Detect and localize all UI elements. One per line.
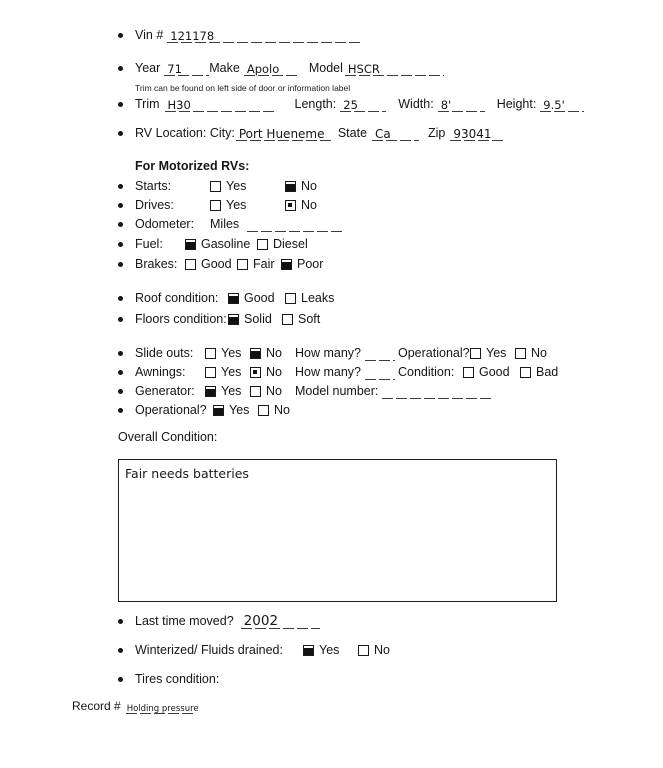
awnings-yes-label: Yes xyxy=(221,365,242,379)
last-time-moved-field[interactable] xyxy=(241,613,320,629)
generator-operational-yes-checkbox[interactable] xyxy=(213,405,224,416)
winterized-row xyxy=(118,642,390,658)
length-label: Length: xyxy=(294,97,337,111)
brakes-fair-label: Fair xyxy=(253,257,275,271)
width-field[interactable] xyxy=(438,96,485,112)
city-field[interactable] xyxy=(236,125,332,141)
bullet-icon xyxy=(118,408,123,413)
overall-condition-textarea[interactable] xyxy=(118,459,557,602)
state-value: Ca xyxy=(375,127,391,141)
drives-no-label: No xyxy=(301,198,317,212)
roof-condition-row xyxy=(118,290,334,306)
slideouts-label: Slide outs: xyxy=(135,346,194,360)
make-field[interactable] xyxy=(244,60,300,76)
winterized-no-checkbox[interactable] xyxy=(358,645,369,656)
city-value: Port Hueneme xyxy=(238,127,325,141)
awnings-row xyxy=(118,364,558,380)
last-time-moved-label: Last time moved? xyxy=(135,614,234,628)
floors-soft-checkbox[interactable] xyxy=(282,314,293,325)
brakes-row xyxy=(118,256,323,272)
bullet-icon xyxy=(118,648,123,653)
floors-solid-checkbox[interactable] xyxy=(228,314,239,325)
generator-no-label: No xyxy=(266,384,282,398)
record-number-value: Holding pressure xyxy=(126,704,199,714)
fuel-gasoline-label: Gasoline xyxy=(201,237,251,251)
brakes-poor-checkbox[interactable] xyxy=(281,259,292,270)
generator-row xyxy=(118,383,494,399)
overall-condition-label: Overall Condition: xyxy=(118,430,218,444)
fuel-gasoline-checkbox[interactable] xyxy=(185,239,196,250)
bullet-icon xyxy=(118,203,123,208)
height-value: 9.5' xyxy=(543,98,565,112)
awnings-how-many-label: How many? xyxy=(295,365,361,379)
slideouts-no-checkbox[interactable] xyxy=(250,348,261,359)
generator-yes-checkbox[interactable] xyxy=(205,386,216,397)
trim-value: H30 xyxy=(167,98,191,112)
drives-yes-label: Yes xyxy=(226,198,247,212)
winterized-yes-checkbox[interactable] xyxy=(303,645,314,656)
vin-label: Vin # xyxy=(135,28,164,42)
record-number-row xyxy=(72,698,199,714)
drives-row xyxy=(118,197,317,213)
starts-no-checkbox[interactable] xyxy=(285,181,296,192)
awnings-no-label: No xyxy=(266,365,282,379)
slideouts-how-many-label: How many? xyxy=(295,346,361,360)
slideouts-operational-label: Operational? xyxy=(398,346,470,360)
roof-good-checkbox[interactable] xyxy=(228,293,239,304)
trim-field[interactable] xyxy=(165,96,277,112)
state-label: State xyxy=(337,126,368,140)
year-label: Year xyxy=(135,61,161,75)
generator-operational-no-label: No xyxy=(274,403,290,417)
model-label: Model xyxy=(308,61,343,75)
floors-soft-label: Soft xyxy=(298,312,321,326)
awnings-label: Awnings: xyxy=(135,365,186,379)
roof-leaks-label: Leaks xyxy=(301,291,335,305)
bullet-icon xyxy=(118,296,123,301)
bullet-icon xyxy=(118,619,123,624)
bullet-icon xyxy=(118,222,123,227)
brakes-good-label: Good xyxy=(201,257,232,271)
make-value: Apolo xyxy=(246,62,280,76)
roof-condition-label: Roof condition: xyxy=(135,291,219,305)
make-label: Make xyxy=(209,61,240,75)
height-label: Height: xyxy=(496,97,537,111)
bullet-icon xyxy=(118,66,123,71)
motorized-section-header: For Motorized RVs: xyxy=(135,159,250,173)
odometer-field[interactable] xyxy=(247,216,342,232)
bullet-icon xyxy=(118,351,123,356)
trim-dimensions-row xyxy=(118,96,584,112)
bullet-icon xyxy=(118,677,123,682)
bullet-icon xyxy=(118,33,123,38)
drives-no-checkbox[interactable] xyxy=(285,200,296,211)
zip-label: Zip xyxy=(428,126,446,140)
bullet-icon xyxy=(118,102,123,107)
fuel-diesel-checkbox[interactable] xyxy=(257,239,268,250)
starts-no-label: No xyxy=(301,179,317,193)
year-make-model-row xyxy=(118,60,444,76)
last-time-moved-row xyxy=(118,613,320,629)
brakes-label: Brakes: xyxy=(135,257,178,271)
fuel-label: Fuel: xyxy=(135,237,163,251)
year-field[interactable] xyxy=(164,60,209,76)
vin-row xyxy=(118,27,360,43)
width-value: 8' xyxy=(440,98,452,112)
floors-solid-label: Solid xyxy=(244,312,272,326)
winterized-label: Winterized/ Fluids drained: xyxy=(135,643,283,657)
winterized-no-label: No xyxy=(374,643,390,657)
odometer-label: Odometer: xyxy=(135,217,195,231)
slideouts-operational-no-label: No xyxy=(531,346,547,360)
bullet-icon xyxy=(118,317,123,322)
zip-field[interactable] xyxy=(450,125,505,141)
bullet-icon xyxy=(118,370,123,375)
awnings-yes-checkbox[interactable] xyxy=(205,367,216,378)
overall-condition-value: Fair needs batteries xyxy=(125,466,249,481)
slideouts-no-label: No xyxy=(266,346,282,360)
generator-operational-label: Operational? xyxy=(135,403,207,417)
slideouts-operational-yes-label: Yes xyxy=(486,346,507,360)
tires-condition-row xyxy=(118,671,219,687)
slideouts-how-many-field[interactable] xyxy=(365,345,395,361)
miles-label: Miles xyxy=(210,217,240,231)
awnings-condition-bad-checkbox[interactable] xyxy=(520,367,531,378)
generator-operational-no-checkbox[interactable] xyxy=(258,405,269,416)
bullet-icon xyxy=(118,131,123,136)
starts-row xyxy=(118,178,317,194)
fuel-diesel-label: Diesel xyxy=(273,237,308,251)
floors-condition-row xyxy=(118,311,320,327)
awnings-no-checkbox[interactable] xyxy=(250,367,261,378)
bullet-icon xyxy=(118,242,123,247)
awnings-condition-label: Condition: xyxy=(398,365,455,379)
year-value: 71 xyxy=(167,62,182,76)
roof-good-label: Good xyxy=(244,291,275,305)
awnings-condition-good-checkbox[interactable] xyxy=(463,367,474,378)
drives-yes-checkbox[interactable] xyxy=(210,200,221,211)
brakes-poor-label: Poor xyxy=(297,257,324,271)
odometer-row xyxy=(118,216,342,232)
bullet-icon xyxy=(118,262,123,267)
last-time-moved-value: 2002 xyxy=(243,613,279,629)
zip-value: 93041 xyxy=(453,127,492,141)
generator-yes-label: Yes xyxy=(221,384,242,398)
model-value: HSCR xyxy=(347,62,380,76)
awnings-condition-bad-label: Bad xyxy=(536,365,559,379)
record-number-field[interactable] xyxy=(126,698,199,714)
generator-no-checkbox[interactable] xyxy=(250,386,261,397)
tires-condition-label: Tires condition: xyxy=(135,672,220,686)
record-number-label: Record # xyxy=(72,699,121,713)
rv-location-label: RV Location: City: xyxy=(135,126,235,140)
slideouts-row xyxy=(118,345,547,361)
generator-model-label: Model number: xyxy=(295,384,379,398)
fuel-row xyxy=(118,236,308,252)
floors-condition-label: Floors condition: xyxy=(135,312,227,326)
winterized-yes-label: Yes xyxy=(319,643,340,657)
vin-value: 121178 xyxy=(170,29,215,43)
trim-label: Trim xyxy=(135,97,160,111)
model-field[interactable] xyxy=(345,60,444,76)
starts-yes-label: Yes xyxy=(226,179,247,193)
roof-leaks-checkbox[interactable] xyxy=(285,293,296,304)
awnings-condition-good-label: Good xyxy=(479,365,510,379)
brakes-fair-checkbox[interactable] xyxy=(237,259,248,270)
trim-note: Trim can be found on left side of door or information label xyxy=(135,83,351,93)
generator-operational-row xyxy=(118,402,290,418)
width-label: Width: xyxy=(398,97,434,111)
brakes-good-checkbox[interactable] xyxy=(185,259,196,270)
starts-yes-checkbox[interactable] xyxy=(210,181,221,192)
slideouts-operational-yes-checkbox[interactable] xyxy=(470,348,481,359)
drives-label: Drives: xyxy=(135,198,174,212)
slideouts-yes-checkbox[interactable] xyxy=(205,348,216,359)
vin-field[interactable] xyxy=(167,27,360,43)
slideouts-yes-label: Yes xyxy=(221,346,242,360)
generator-operational-yes-label: Yes xyxy=(229,403,250,417)
generator-label: Generator: xyxy=(135,384,195,398)
state-field[interactable] xyxy=(372,125,419,141)
bullet-icon xyxy=(118,389,123,394)
bullet-icon xyxy=(118,184,123,189)
length-field[interactable] xyxy=(340,96,386,112)
slideouts-operational-no-checkbox[interactable] xyxy=(515,348,526,359)
generator-model-field[interactable] xyxy=(382,383,494,399)
height-field[interactable] xyxy=(540,96,584,112)
rv-location-row xyxy=(118,125,505,141)
awnings-how-many-field[interactable] xyxy=(365,364,395,380)
length-value: 25 xyxy=(343,98,358,112)
starts-label: Starts: xyxy=(135,179,172,193)
